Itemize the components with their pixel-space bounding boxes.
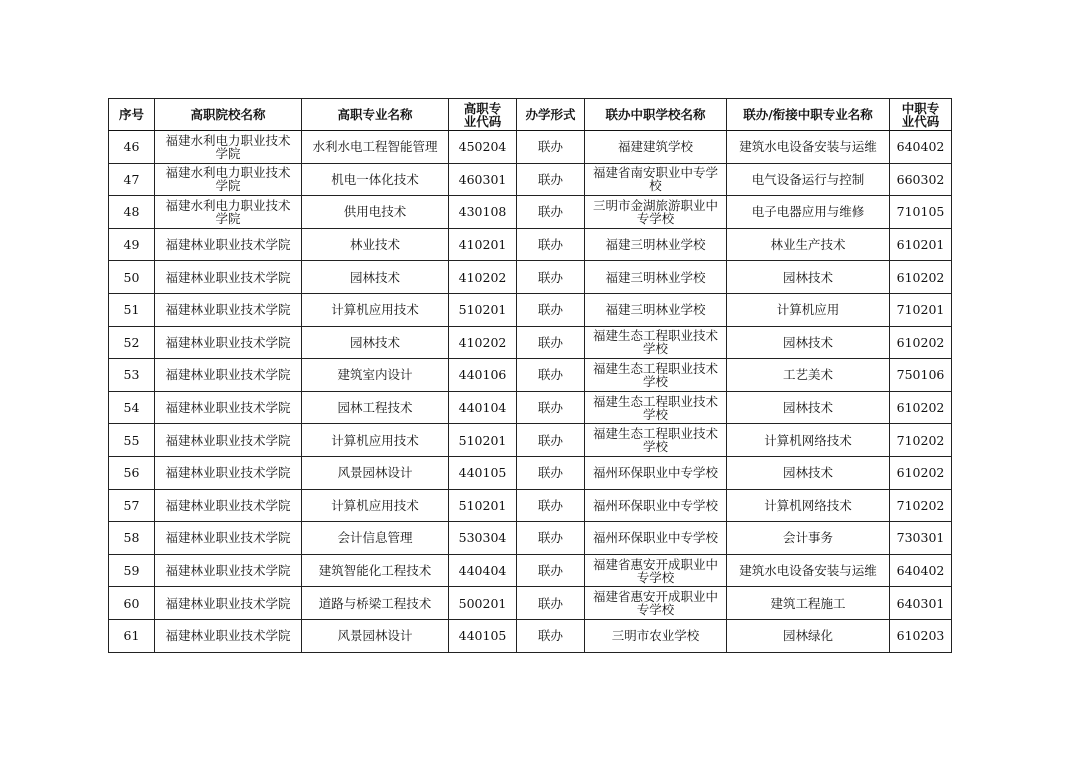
partner-code-cell: 660302 — [890, 163, 952, 196]
major-cell: 计算机应用技术 — [302, 293, 449, 326]
seq-cell: 52 — [109, 326, 155, 359]
seq-cell: 53 — [109, 359, 155, 392]
partner-major-cell: 建筑水电设备安装与运维 — [727, 554, 890, 587]
major-cell: 林业技术 — [302, 228, 449, 261]
partner-school-cell: 福建三明林业学校 — [585, 261, 727, 294]
major-cell: 会计信息管理 — [302, 522, 449, 555]
partner-code-cell: 750106 — [890, 359, 952, 392]
partner-code-cell: 710105 — [890, 196, 952, 229]
mode-cell: 联办 — [517, 619, 585, 652]
seq-cell: 50 — [109, 261, 155, 294]
college-cell: 福建水利电力职业技术学院 — [155, 196, 302, 229]
partner-major-cell: 林业生产技术 — [727, 228, 890, 261]
partner-code-cell: 610203 — [890, 619, 952, 652]
partner-major-cell: 计算机应用 — [727, 293, 890, 326]
major-cell: 园林技术 — [302, 261, 449, 294]
partner-code-cell: 710201 — [890, 293, 952, 326]
partner-code-cell: 710202 — [890, 424, 952, 457]
table-row — [109, 228, 952, 261]
major-cell: 园林工程技术 — [302, 391, 449, 424]
college-cell: 福建林业职业技术学院 — [155, 228, 302, 261]
college-cell: 福建林业职业技术学院 — [155, 489, 302, 522]
partner-major-cell: 工艺美术 — [727, 359, 890, 392]
major-code-cell: 440105 — [449, 619, 517, 652]
mode-cell: 联办 — [517, 326, 585, 359]
college-cell: 福建林业职业技术学院 — [155, 587, 302, 620]
major-code-cell: 450204 — [449, 131, 517, 164]
mode-cell: 联办 — [517, 424, 585, 457]
seq-cell: 57 — [109, 489, 155, 522]
major-code-cell: 510201 — [449, 424, 517, 457]
header-cell: 联办中职学校名称 — [585, 99, 727, 131]
table-row — [109, 489, 952, 522]
partner-school-cell: 福州环保职业中专学校 — [585, 456, 727, 489]
major-cell: 水利水电工程智能管理 — [302, 131, 449, 164]
partner-code-cell: 610202 — [890, 391, 952, 424]
mode-cell: 联办 — [517, 456, 585, 489]
major-cell: 计算机应用技术 — [302, 424, 449, 457]
college-cell: 福建林业职业技术学院 — [155, 554, 302, 587]
college-cell: 福建林业职业技术学院 — [155, 522, 302, 555]
major-cell: 风景园林设计 — [302, 619, 449, 652]
program-table — [108, 98, 952, 653]
table-row — [109, 261, 952, 294]
college-cell: 福建林业职业技术学院 — [155, 326, 302, 359]
mode-cell: 联办 — [517, 522, 585, 555]
partner-school-cell: 福建生态工程职业技术学校 — [585, 359, 727, 392]
college-cell: 福建水利电力职业技术学院 — [155, 163, 302, 196]
partner-major-cell: 建筑水电设备安装与运维 — [727, 131, 890, 164]
seq-cell: 49 — [109, 228, 155, 261]
seq-cell: 51 — [109, 293, 155, 326]
major-code-cell: 500201 — [449, 587, 517, 620]
partner-major-cell: 园林技术 — [727, 456, 890, 489]
partner-major-cell: 会计事务 — [727, 522, 890, 555]
seq-cell: 47 — [109, 163, 155, 196]
partner-school-cell: 福州环保职业中专学校 — [585, 489, 727, 522]
major-cell: 园林技术 — [302, 326, 449, 359]
college-cell: 福建林业职业技术学院 — [155, 619, 302, 652]
table-row — [109, 196, 952, 229]
partner-school-cell: 福建建筑学校 — [585, 131, 727, 164]
table-row — [109, 359, 952, 392]
partner-code-cell: 640402 — [890, 554, 952, 587]
major-code-cell: 440404 — [449, 554, 517, 587]
table-row — [109, 391, 952, 424]
header-row — [109, 99, 952, 131]
seq-cell: 61 — [109, 619, 155, 652]
college-cell: 福建林业职业技术学院 — [155, 293, 302, 326]
major-code-cell: 510201 — [449, 293, 517, 326]
partner-major-cell: 园林技术 — [727, 326, 890, 359]
mode-cell: 联办 — [517, 293, 585, 326]
table-row — [109, 293, 952, 326]
seq-cell: 48 — [109, 196, 155, 229]
header-cell: 中职专业代码 — [890, 99, 952, 131]
table-row — [109, 554, 952, 587]
mode-cell: 联办 — [517, 228, 585, 261]
table-row — [109, 456, 952, 489]
partner-code-cell: 730301 — [890, 522, 952, 555]
seq-cell: 59 — [109, 554, 155, 587]
partner-school-cell: 福建生态工程职业技术学校 — [585, 391, 727, 424]
partner-school-cell: 福建生态工程职业技术学校 — [585, 424, 727, 457]
mode-cell: 联办 — [517, 489, 585, 522]
seq-cell: 56 — [109, 456, 155, 489]
header-cell: 高职院校名称 — [155, 99, 302, 131]
partner-major-cell: 计算机网络技术 — [727, 424, 890, 457]
major-cell: 道路与桥梁工程技术 — [302, 587, 449, 620]
table-row — [109, 131, 952, 164]
major-cell: 计算机应用技术 — [302, 489, 449, 522]
partner-code-cell: 710202 — [890, 489, 952, 522]
partner-code-cell: 640402 — [890, 131, 952, 164]
table-row — [109, 163, 952, 196]
partner-major-cell: 电气设备运行与控制 — [727, 163, 890, 196]
partner-school-cell: 福建省惠安开成职业中专学校 — [585, 587, 727, 620]
partner-school-cell: 福建三明林业学校 — [585, 228, 727, 261]
major-code-cell: 530304 — [449, 522, 517, 555]
major-cell: 机电一体化技术 — [302, 163, 449, 196]
partner-major-cell: 建筑工程施工 — [727, 587, 890, 620]
partner-school-cell: 三明市金湖旅游职业中专学校 — [585, 196, 727, 229]
partner-school-cell: 三明市农业学校 — [585, 619, 727, 652]
partner-major-cell: 园林技术 — [727, 391, 890, 424]
table-row — [109, 522, 952, 555]
table-row — [109, 424, 952, 457]
college-cell: 福建林业职业技术学院 — [155, 424, 302, 457]
partner-code-cell: 640301 — [890, 587, 952, 620]
mode-cell: 联办 — [517, 261, 585, 294]
partner-school-cell: 福建省惠安开成职业中专学校 — [585, 554, 727, 587]
college-cell: 福建水利电力职业技术学院 — [155, 131, 302, 164]
major-code-cell: 460301 — [449, 163, 517, 196]
seq-cell: 46 — [109, 131, 155, 164]
table-row — [109, 326, 952, 359]
table-row — [109, 619, 952, 652]
major-cell: 建筑智能化工程技术 — [302, 554, 449, 587]
mode-cell: 联办 — [517, 391, 585, 424]
partner-school-cell: 福建省南安职业中专学校 — [585, 163, 727, 196]
partner-major-cell: 园林技术 — [727, 261, 890, 294]
seq-cell: 58 — [109, 522, 155, 555]
partner-school-cell: 福州环保职业中专学校 — [585, 522, 727, 555]
partner-code-cell: 610202 — [890, 326, 952, 359]
header-cell: 联办/衔接中职专业名称 — [727, 99, 890, 131]
college-cell: 福建林业职业技术学院 — [155, 456, 302, 489]
major-cell: 风景园林设计 — [302, 456, 449, 489]
mode-cell: 联办 — [517, 554, 585, 587]
partner-code-cell: 610201 — [890, 228, 952, 261]
partner-school-cell: 福建生态工程职业技术学校 — [585, 326, 727, 359]
major-code-cell: 410202 — [449, 261, 517, 294]
partner-code-cell: 610202 — [890, 456, 952, 489]
major-code-cell: 440104 — [449, 391, 517, 424]
major-code-cell: 410201 — [449, 228, 517, 261]
major-code-cell: 440106 — [449, 359, 517, 392]
college-cell: 福建林业职业技术学院 — [155, 261, 302, 294]
mode-cell: 联办 — [517, 359, 585, 392]
header-cell: 高职专业名称 — [302, 99, 449, 131]
mode-cell: 联办 — [517, 587, 585, 620]
partner-major-cell: 园林绿化 — [727, 619, 890, 652]
seq-cell: 54 — [109, 391, 155, 424]
table-row — [109, 587, 952, 620]
college-cell: 福建林业职业技术学院 — [155, 359, 302, 392]
header-cell: 序号 — [109, 99, 155, 131]
college-cell: 福建林业职业技术学院 — [155, 391, 302, 424]
seq-cell: 55 — [109, 424, 155, 457]
mode-cell: 联办 — [517, 196, 585, 229]
partner-school-cell: 福建三明林业学校 — [585, 293, 727, 326]
header-cell: 高职专业代码 — [449, 99, 517, 131]
major-code-cell: 440105 — [449, 456, 517, 489]
mode-cell: 联办 — [517, 163, 585, 196]
major-cell: 建筑室内设计 — [302, 359, 449, 392]
major-code-cell: 430108 — [449, 196, 517, 229]
partner-major-cell: 电子电器应用与维修 — [727, 196, 890, 229]
header-cell: 办学形式 — [517, 99, 585, 131]
seq-cell: 60 — [109, 587, 155, 620]
partner-code-cell: 610202 — [890, 261, 952, 294]
partner-major-cell: 计算机网络技术 — [727, 489, 890, 522]
major-code-cell: 410202 — [449, 326, 517, 359]
major-cell: 供用电技术 — [302, 196, 449, 229]
major-code-cell: 510201 — [449, 489, 517, 522]
mode-cell: 联办 — [517, 131, 585, 164]
